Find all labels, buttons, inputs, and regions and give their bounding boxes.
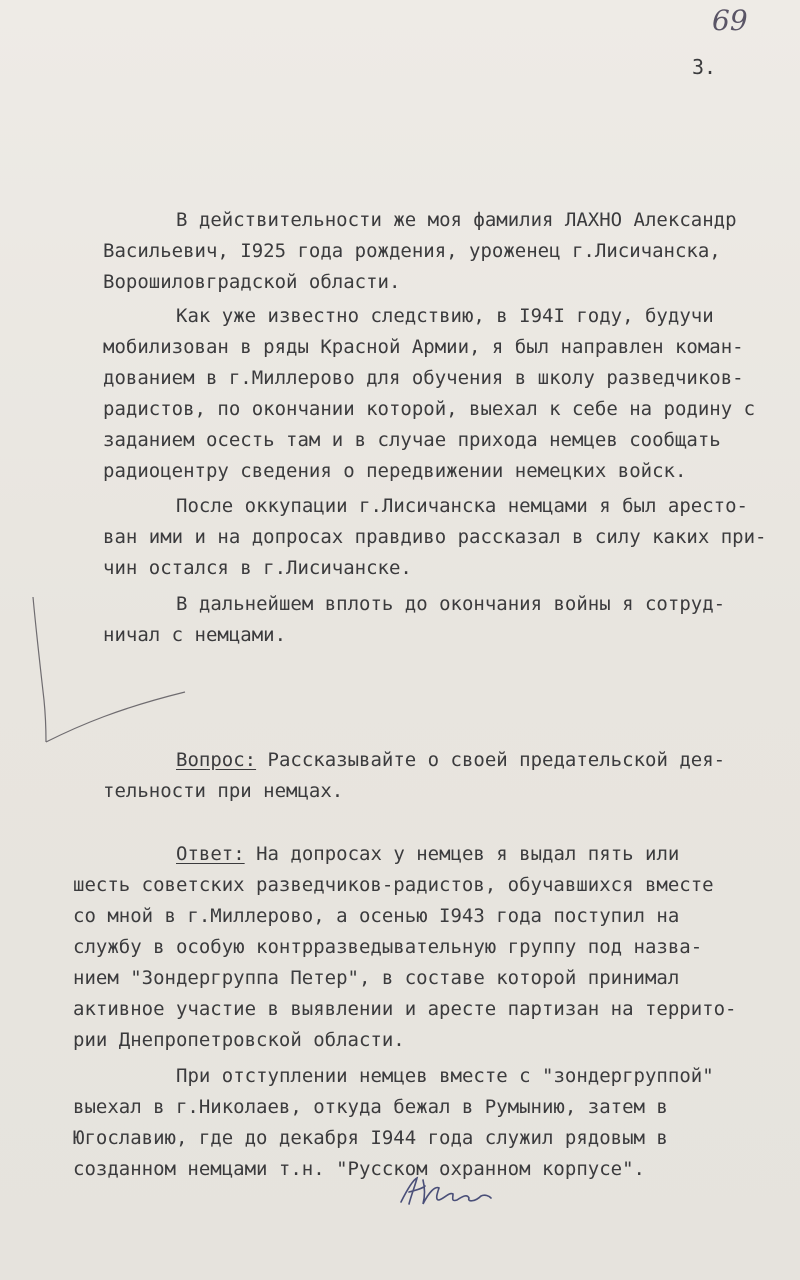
text-line: радиоцентру сведения о передвижении немецких войск. [103, 460, 687, 482]
text-line: нием "Зондергруппа Петер", в составе которой принимал [73, 967, 680, 989]
question-text: Рассказывайте о своей предательской дея- [256, 749, 726, 771]
handwritten-signature [395, 1172, 505, 1212]
text-line: дованием в г.Миллерово для обучения в школу разведчиков- [103, 367, 744, 389]
answer-label: Ответ: [176, 843, 245, 865]
text-line: Ворошиловградской области. [103, 271, 401, 293]
text-line: выехал в г.Николаев, откуда бежал в Румынию, затем в [73, 1096, 668, 1118]
text-line: После оккупации г.Лисичанска немцами я был аресто- [176, 495, 748, 517]
text-line: радистов, по окончании которой, выехал к себе на родину с [103, 398, 756, 420]
text-line: ван ими и на допросах правдиво рассказал в силу каких при- [103, 526, 767, 548]
text-line: со мной в г.Миллерово, а осенью I943 года поступил на [73, 905, 680, 927]
question-label: Вопрос: [176, 749, 257, 771]
text-line: мобилизован в ряды Красной Армии, я был направлен коман- [103, 336, 744, 358]
text-line: рии Днепропетровской области. [73, 1029, 405, 1051]
text-line: шесть советских разведчиков-радистов, обучавшихся вместе [73, 874, 714, 896]
question-line [176, 749, 725, 771]
margin-pencil-mark [0, 0, 200, 760]
answer-text: На допросах у немцев я выдал пять или [244, 843, 680, 865]
answer-line [176, 843, 679, 865]
text-line: В дальнейшем вплоть до окончания войны я сотруд- [176, 593, 726, 615]
text-line: ничал с немцами. [103, 624, 287, 646]
text-line: Как уже известно следствию, в I94I году, будучи [176, 305, 714, 327]
text-line: тельности при немцах. [103, 780, 344, 802]
text-line: Васильевич, I925 года рождения, уроженец г.Лисичанска, [103, 240, 721, 262]
text-line: Югославию, где до декабря I944 года служил рядовым в [73, 1127, 668, 1149]
text-line: созданном немцами т.н. "Русском охранном корпусе". [73, 1158, 645, 1180]
text-line: заданием осесть там и в случае прихода немцев сообщать [103, 429, 721, 451]
text-line: активное участие в выявлении и аресте партизан на террито- [73, 998, 737, 1020]
text-line: В действительности же моя фамилия ЛАХНО Александр [176, 209, 737, 231]
page-number: 3. [692, 55, 717, 79]
handwritten-sheet-number: 69 [712, 4, 748, 37]
text-line: чин остался в г.Лисичанске. [103, 557, 412, 579]
text-line: службу в особую контрразведывательную группу под назва- [73, 936, 703, 958]
text-line: При отступлении немцев вместе с "зондергруппой" [176, 1065, 714, 1087]
